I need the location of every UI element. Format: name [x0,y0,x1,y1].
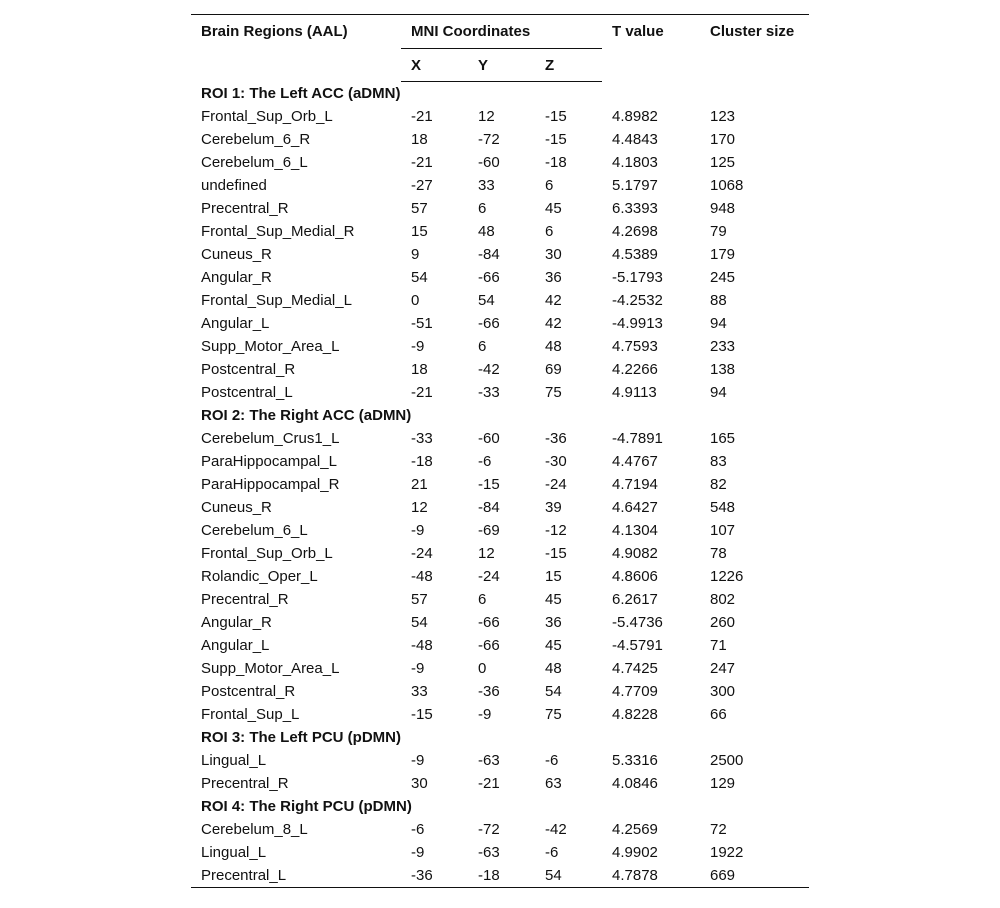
cell-x: 57 [411,591,428,608]
cell-y: -72 [478,821,500,838]
cell-region: Cerebelum_6_L [201,154,308,171]
cell-x: -48 [411,637,433,654]
cell-z: 69 [545,361,562,378]
cell-x: 12 [411,499,428,516]
cell-cluster-size: 245 [710,269,736,286]
table-row [191,496,809,519]
header-brain-regions: Brain Regions (AAL) [191,15,401,82]
cell-cluster-size: 247 [710,660,736,677]
cell-t-value: 4.6427 [612,499,658,516]
cell-z: 75 [545,706,562,723]
cell-cluster-size: 1068 [710,177,744,194]
cell-z: 63 [545,775,562,792]
table-row [191,473,809,496]
table-row [191,565,809,588]
cell-y: -42 [478,361,500,378]
cell-x: -9 [411,752,425,769]
cell-cluster-size: 94 [710,315,727,332]
cell-t-value: 4.7425 [612,660,658,677]
cell-y: -21 [478,775,500,792]
cell-cluster-size: 179 [710,246,736,263]
cell-cluster-size: 83 [710,453,727,470]
section-title: ROI 1: The Left ACC (aDMN) [201,85,401,102]
cell-y: 12 [478,545,495,562]
cell-t-value: 5.3316 [612,752,658,769]
section-row [191,795,809,818]
section-title: ROI 4: The Right PCU (pDMN) [201,798,412,815]
cell-x: 9 [411,246,420,263]
cell-y: -60 [478,430,500,447]
cell-z: -30 [545,453,567,470]
cell-x: -9 [411,522,425,539]
cell-x: 21 [411,476,428,493]
cell-region: Precentral_L [191,864,401,888]
cell-cluster-size: 82 [710,476,727,493]
cell-x: -51 [411,315,433,332]
cell-t-value: 4.8228 [612,706,658,723]
cell-t-value: -4.2532 [612,292,663,309]
table-row [191,450,809,473]
cell-cluster-size: 138 [710,361,736,378]
cell-region: Cerebelum_6_L [201,522,308,539]
results-table-container [191,14,809,888]
cell-z: -15 [545,545,567,562]
cell-cluster-size: 1226 [710,568,744,585]
table-row [191,818,809,841]
cell-region: undefined [201,177,267,194]
section-row [191,404,809,427]
cell-x: -18 [411,453,433,470]
cell-cluster-size: 170 [710,131,736,148]
results-table [191,14,809,888]
cell-cluster-size: 107 [710,522,736,539]
table-header [191,15,809,82]
cell-region: ParaHippocampal_L [201,453,337,470]
cell-y: 48 [478,223,495,240]
cell-t-value: 4.4843 [612,131,658,148]
cell-region: Postcentral_R [201,683,296,700]
cell-x: -24 [411,545,433,562]
cell-t-value: 4.0846 [612,775,658,792]
cell-y: -36 [478,683,500,700]
cell-x: 15 [411,223,428,240]
cell-z: 39 [545,499,562,516]
cell-y: -9 [478,706,492,723]
cell-cluster-size: 260 [710,614,736,631]
cell-cluster-size: 548 [710,499,736,516]
cell-y: -33 [478,384,500,401]
table-row [191,128,809,151]
cell-region: Precentral_R [201,200,289,217]
table-row [191,358,809,381]
cell-cluster-size: 1922 [710,844,744,861]
cell-region: Frontal_Sup_Orb_L [201,108,333,125]
cell-cluster-size: 123 [710,108,736,125]
cell-region: Frontal_Sup_Medial_R [201,223,355,240]
table-row [191,381,809,404]
cell-x: -21 [411,108,433,125]
cell-region: Frontal_Sup_Medial_L [201,292,352,309]
cell-t-value: 4.5389 [612,246,658,263]
cell-z: -6 [545,844,559,861]
cell-y: 6 [478,591,487,608]
table-row [191,611,809,634]
cell-x: -36 [401,864,468,888]
cell-cluster-size: 71 [710,637,727,654]
cell-z: 36 [545,269,562,286]
cell-t-value: 4.9113 [612,384,657,401]
table-row [191,634,809,657]
cell-z: -36 [545,430,567,447]
cell-cluster-size: 66 [710,706,727,723]
table-row [191,197,809,220]
cell-y: -6 [478,453,492,470]
cell-y: -66 [478,637,500,654]
header-mni-coordinates: MNI Coordinates [401,15,602,49]
cell-t-value: -4.9913 [612,315,663,332]
cell-t-value: 4.2266 [612,361,658,378]
cell-z: -15 [545,131,567,148]
cell-region: Lingual_L [201,844,267,861]
cell-z: 48 [545,338,562,355]
cell-y: 12 [478,108,495,125]
cell-y: -60 [478,154,500,171]
cell-t-value: 4.4767 [612,453,658,470]
cell-x: 54 [411,269,428,286]
cell-region: Cuneus_R [201,499,272,516]
cell-region: Supp_Motor_Area_L [201,660,340,677]
cell-y: -18 [468,864,535,888]
cell-t-value: 4.9082 [612,545,658,562]
cell-x: 57 [411,200,428,217]
cell-z: -42 [545,821,567,838]
cell-region: Angular_R [201,269,272,286]
header-y: Y [468,49,535,82]
cell-y: 54 [478,292,495,309]
cell-z: 6 [545,223,554,240]
cell-t-value: 4.7878 [602,864,700,888]
cell-x: -9 [411,844,425,861]
cell-z: 6 [545,177,554,194]
cell-region: Rolandic_Oper_L [201,568,318,585]
table-row [191,657,809,680]
table-row [191,841,809,864]
cell-t-value: 6.2617 [612,591,658,608]
table-row [191,220,809,243]
table-row [191,864,809,888]
cell-z: -6 [545,752,559,769]
cell-t-value: 6.3393 [612,200,658,217]
cell-x: -6 [411,821,425,838]
cell-region: Cerebelum_Crus1_L [201,430,340,447]
cell-region: ParaHippocampal_R [201,476,340,493]
cell-y: 6 [478,200,487,217]
cell-t-value: 4.7593 [612,338,658,355]
cell-t-value: -4.5791 [612,637,663,654]
cell-y: -72 [478,131,500,148]
cell-region: Precentral_R [201,775,289,792]
cell-x: 0 [411,292,420,309]
cell-z: -18 [545,154,567,171]
cell-region: Angular_L [201,637,270,654]
cell-cluster-size: 129 [710,775,736,792]
table-row [191,749,809,772]
cell-z: 45 [545,591,562,608]
cell-t-value: 4.8606 [612,568,658,585]
cell-x: 54 [411,614,428,631]
cell-z: 54 [535,864,602,888]
table-row [191,427,809,450]
cell-x: -48 [411,568,433,585]
table-row [191,243,809,266]
cell-y: -24 [478,568,500,585]
table-row [191,289,809,312]
table-row [191,519,809,542]
cell-z: 75 [545,384,562,401]
cell-cluster-size: 72 [710,821,727,838]
table-row [191,772,809,795]
cell-cluster-size: 79 [710,223,727,240]
cell-y: -69 [478,522,500,539]
cell-t-value: 5.1797 [612,177,658,194]
cell-region: Cerebelum_6_R [201,131,311,148]
table-row [191,588,809,611]
cell-y: 33 [478,177,495,194]
cell-region: Frontal_Sup_Orb_L [201,545,333,562]
cell-x: -27 [411,177,433,194]
cell-y: -63 [478,844,500,861]
cell-z: 30 [545,246,562,263]
cell-cluster-size: 94 [710,384,727,401]
cell-x: -9 [411,338,425,355]
table-row [191,174,809,197]
cell-region: Lingual_L [201,752,267,769]
cell-cluster-size: 802 [710,591,736,608]
table-body [191,82,809,888]
cell-x: -21 [411,154,433,171]
header-x: X [401,49,468,82]
cell-x: -21 [411,384,433,401]
cell-t-value: 4.1803 [612,154,658,171]
header-cluster-size: Cluster size [700,15,809,82]
table-row [191,335,809,358]
cell-z: 15 [545,568,562,585]
header-row-top [191,15,809,49]
cell-region: Precentral_R [201,591,289,608]
cell-z: 42 [545,292,562,309]
cell-y: -84 [478,499,500,516]
cell-z: 42 [545,315,562,332]
table-row [191,312,809,335]
cell-region: Postcentral_L [201,384,293,401]
table-row [191,105,809,128]
cell-x: 33 [411,683,428,700]
cell-y: 0 [478,660,487,677]
section-title: ROI 2: The Right ACC (aDMN) [201,407,412,424]
cell-cluster-size: 88 [710,292,727,309]
cell-y: -63 [478,752,500,769]
cell-x: -15 [411,706,433,723]
cell-y: -66 [478,614,500,631]
cell-t-value: 4.1304 [612,522,658,539]
cell-t-value: 4.8982 [612,108,658,125]
cell-t-value: 4.7709 [612,683,658,700]
cell-cluster-size: 78 [710,545,727,562]
section-row [191,726,809,749]
table-row [191,151,809,174]
cell-t-value: 4.2698 [612,223,658,240]
cell-region: Cuneus_R [201,246,272,263]
cell-region: Frontal_Sup_L [201,706,300,723]
cell-t-value: -5.4736 [612,614,663,631]
cell-x: 18 [411,361,428,378]
table-row [191,680,809,703]
cell-z: 54 [545,683,562,700]
section-row [191,82,809,106]
header-t-value: T value [602,15,700,82]
cell-z: -12 [545,522,567,539]
cell-region: Supp_Motor_Area_L [201,338,340,355]
cell-x: -33 [411,430,433,447]
cell-x: 18 [411,131,428,148]
cell-z: 45 [545,637,562,654]
cell-z: -24 [545,476,567,493]
cell-t-value: 4.9902 [612,844,658,861]
cell-t-value: -5.1793 [612,269,663,286]
cell-t-value: 4.2569 [612,821,658,838]
cell-z: -15 [545,108,567,125]
cell-region: Angular_L [201,315,270,332]
cell-y: -15 [478,476,500,493]
cell-cluster-size: 300 [710,683,736,700]
cell-t-value: 4.7194 [612,476,658,493]
cell-region: Cerebelum_8_L [201,821,308,838]
cell-z: 48 [545,660,562,677]
cell-cluster-size: 2500 [710,752,744,769]
cell-z: 36 [545,614,562,631]
cell-t-value: -4.7891 [612,430,663,447]
table-row [191,266,809,289]
cell-cluster-size: 948 [710,200,736,217]
cell-y: -84 [478,246,500,263]
cell-z: 45 [545,200,562,217]
cell-cluster-size: 233 [710,338,736,355]
cell-y: 6 [478,338,487,355]
cell-cluster-size: 669 [700,864,809,888]
cell-y: -66 [478,315,500,332]
section-title: ROI 3: The Left PCU (pDMN) [201,729,401,746]
cell-x: -9 [411,660,425,677]
cell-x: 30 [411,775,428,792]
cell-y: -66 [478,269,500,286]
cell-cluster-size: 165 [710,430,736,447]
cell-region: Angular_R [201,614,272,631]
cell-cluster-size: 125 [710,154,736,171]
table-row [191,542,809,565]
cell-region: Postcentral_R [201,361,296,378]
table-row [191,703,809,726]
header-z: Z [535,49,602,82]
